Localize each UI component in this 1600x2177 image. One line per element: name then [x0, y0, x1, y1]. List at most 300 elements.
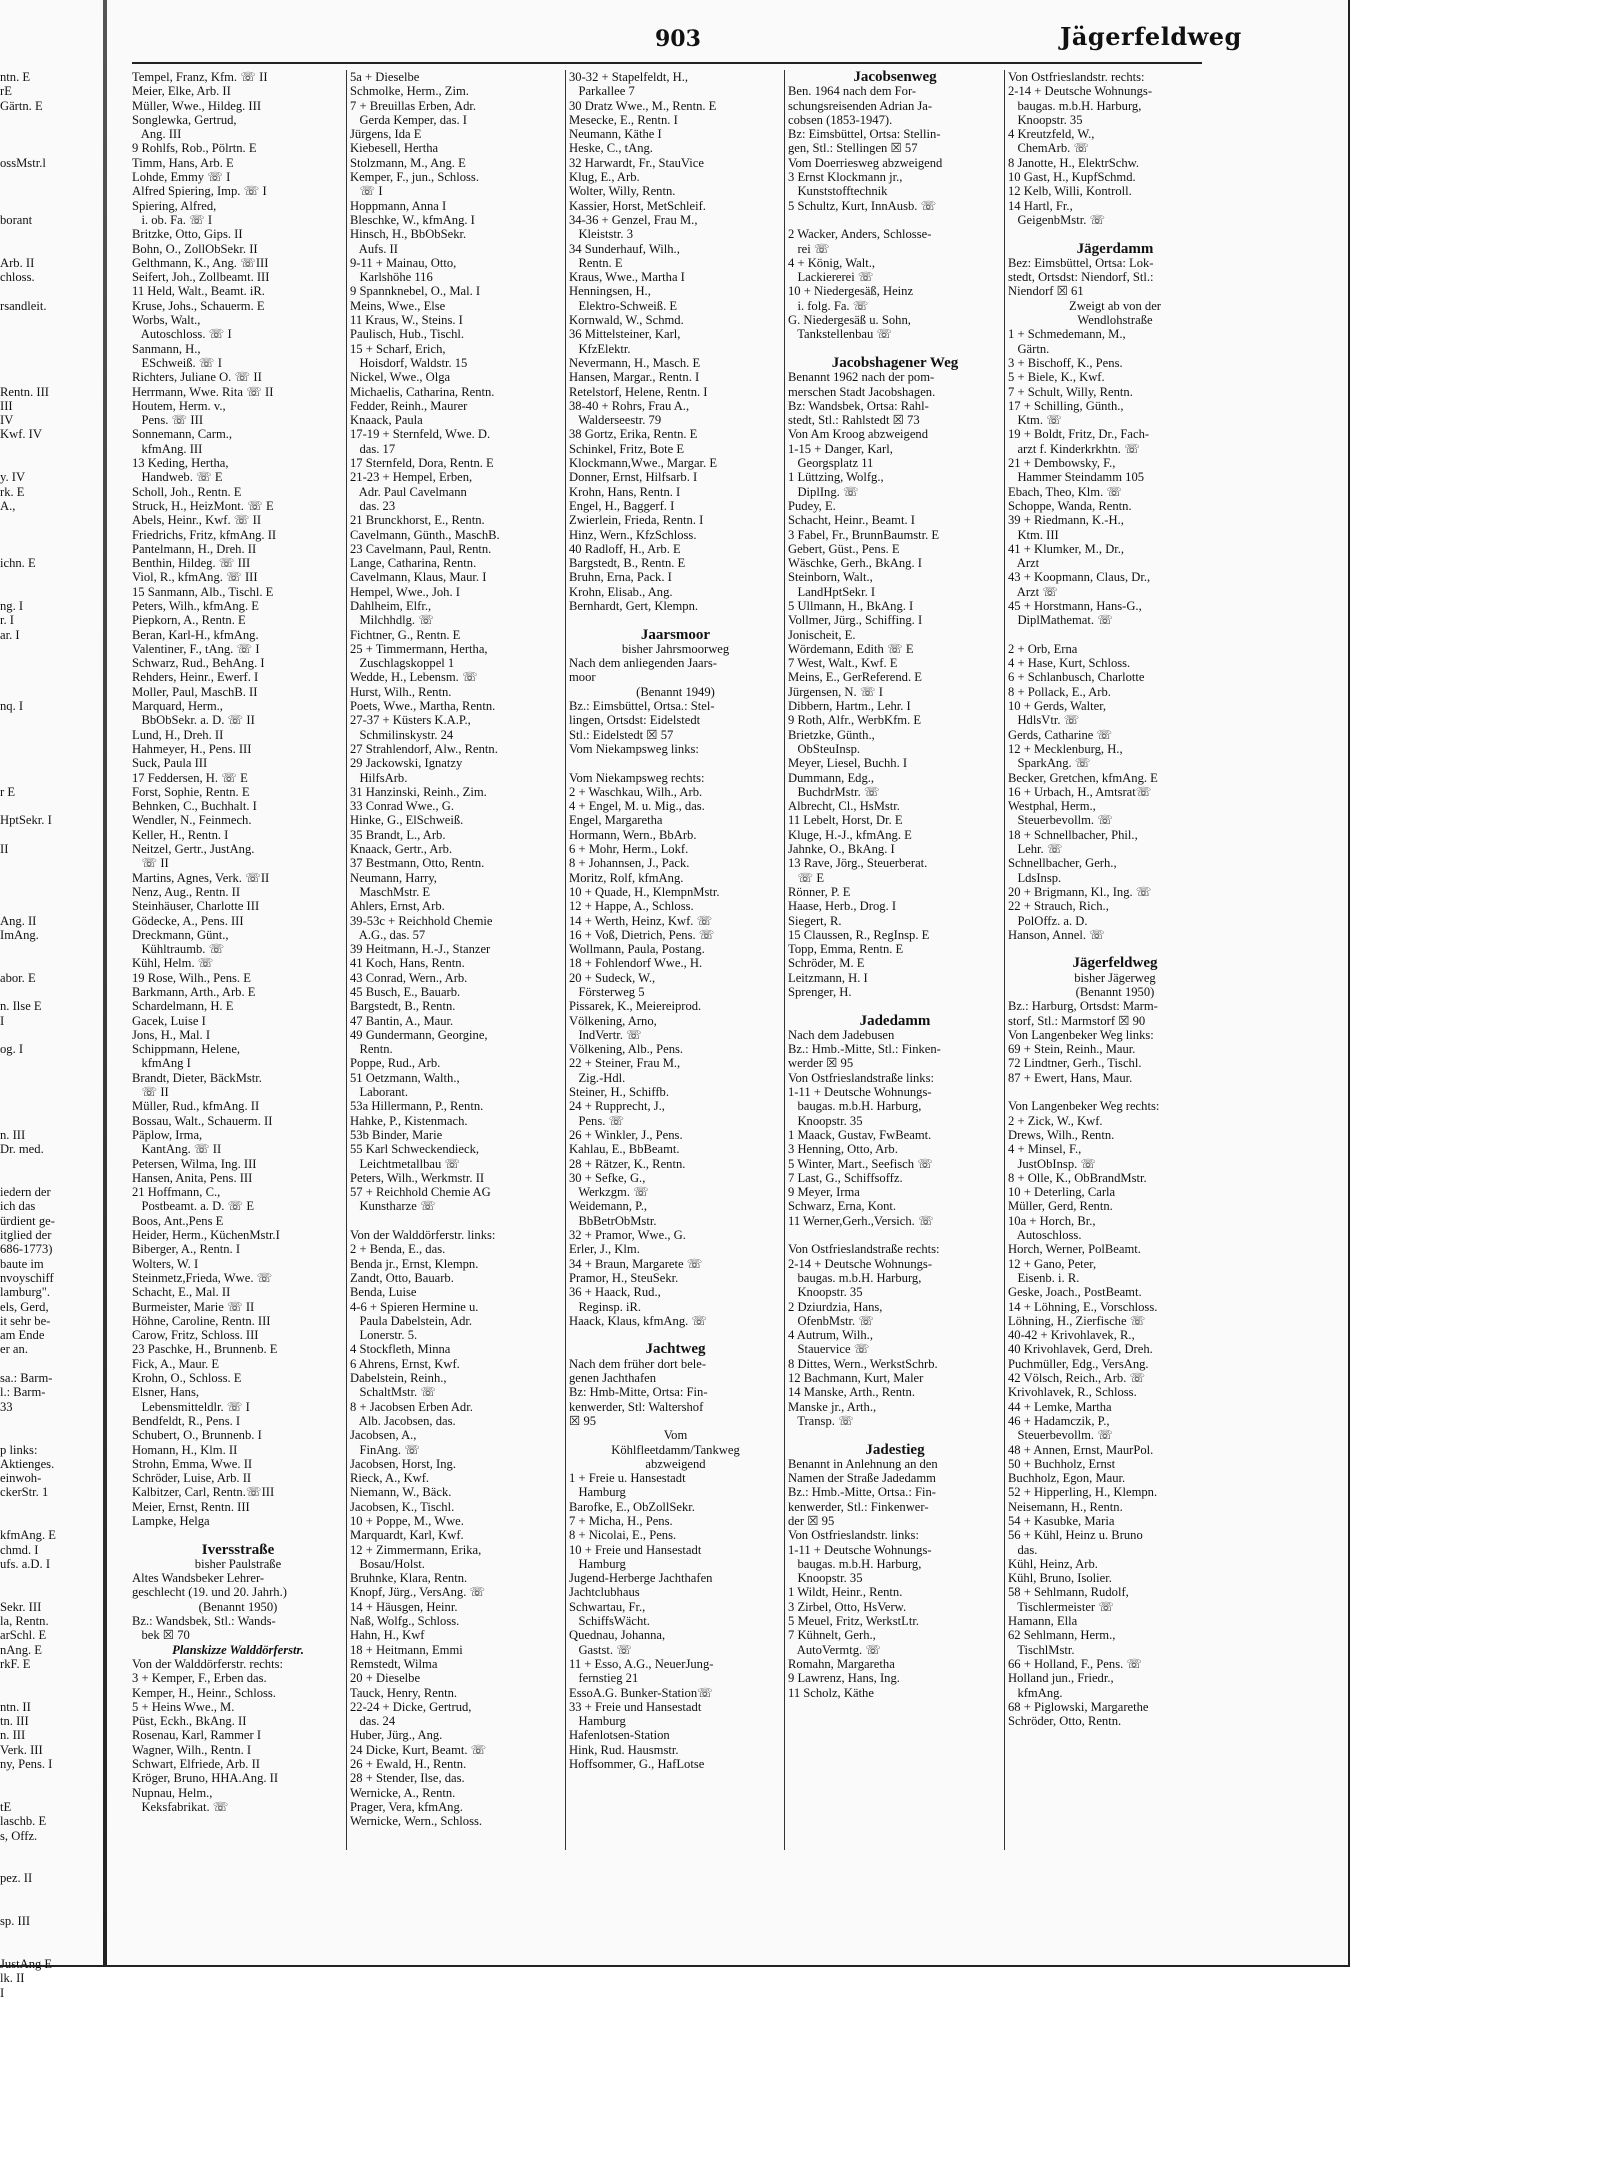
entry-line: Von Ostfrieslandstraße links: — [788, 1070, 934, 1085]
entry-line: els, Gerd, — [0, 1299, 49, 1314]
entry-line: Meyer, Liesel, Buchh. I — [788, 756, 908, 771]
entry-line: 14 Manske, Arth., Rentn. — [788, 1385, 915, 1400]
entry-line: Romahn, Margaretha — [788, 1656, 895, 1671]
entry-line: Arzt — [1008, 556, 1040, 571]
entry-line: 1-11 + Deutsche Wohnungs- — [788, 1085, 932, 1100]
entry-line: Bz: Hmb-Mitte, Ortsa: Fin- — [569, 1385, 708, 1400]
entry-line: Ktm. ☏ — [1008, 413, 1062, 428]
entry-line: Burmeister, Marie ☏ II — [132, 1299, 255, 1314]
entry-line — [0, 1857, 100, 1871]
entry-line: 4 Stockfleth, Minna — [350, 1342, 451, 1357]
entry-line: Planskizze Walddörferstr. — [172, 1642, 304, 1657]
entry-line — [0, 871, 100, 885]
entry-line: Hafenlotsen-Station — [569, 1728, 670, 1743]
entry-line: Von der Walddörferstr. rechts: — [132, 1656, 284, 1671]
entry-line: Neumann, Käthe I — [569, 127, 662, 142]
entry-line: 48 + Annen, Ernst, MaurPol. — [1008, 1442, 1154, 1457]
entry-line — [0, 1028, 100, 1042]
entry-line: 11 + Esso, A.G., NeuerJung- — [569, 1656, 714, 1671]
entry-line: Schröder, M. E — [788, 956, 865, 971]
entry-line: pez. II — [0, 1871, 33, 1886]
entry-line: Namen der Straße Jadedamm — [788, 1471, 936, 1486]
entry-line: rei ☏ — [788, 241, 830, 256]
entry-line: Elektro-Schweiß. E — [569, 298, 678, 313]
entry-line: 16 + Voß, Dietrich, Pens. ☏ — [569, 927, 715, 942]
entry-line: Pens. ☏ III — [132, 413, 204, 428]
entry-line: Spiering, Alfred, — [132, 198, 217, 213]
entry-line: 32 + Pramor, Wwe., G. — [569, 1228, 686, 1243]
entry-line: Benda, Luise — [350, 1285, 417, 1300]
entry-line: 7 + Breuillas Erben, Adr. — [350, 98, 477, 113]
entry-line: Hamburg — [569, 1485, 626, 1500]
entry-line: Bz.: Eimsbüttel, Ortsa.: Stel- — [569, 699, 715, 714]
entry-line: 12 + Gano, Peter, — [1008, 1256, 1097, 1271]
entry-line — [0, 713, 100, 727]
entry-line: Hamburg — [569, 1556, 626, 1571]
entry-line: KfzElektr. — [569, 341, 631, 356]
entry-line — [0, 899, 100, 913]
entry-line: arzt f. Kinderkrkhtn. ☏ — [1008, 441, 1140, 456]
column-3 — [569, 70, 782, 1850]
entry-line: SchiffsWächt. — [569, 1614, 650, 1629]
entry-line: Nickel, Wwe., Olga — [350, 370, 451, 385]
entry-line: 2-14 + Deutsche Wohnungs- — [788, 1256, 933, 1271]
entry-line: 23 Cavelmann, Paul, Rentn. — [350, 541, 492, 556]
entry-line: 2-14 + Deutsche Wohnungs- — [1008, 84, 1153, 99]
entry-line: Piepkorn, A., Rentn. E — [132, 613, 246, 628]
entry-line: 6 Ahrens, Ernst, Kwf. — [350, 1356, 460, 1371]
entry-line — [0, 1886, 100, 1900]
entry-line: SparkAng. ☏ — [1008, 756, 1091, 771]
entry-line: 14 Hartl, Fr., — [1008, 198, 1073, 213]
entry-line: Von Ostfrieslandstraße rechts: — [788, 1242, 940, 1257]
entry-line: Jacobsen, A., — [350, 1428, 417, 1443]
entry-line: 18 + Fohlendorf Wwe., H. — [569, 956, 703, 971]
entry-line: Meins, Wwe., Else — [350, 298, 446, 313]
entry-line: 17 + Schilling, Günth., — [1008, 398, 1124, 413]
entry-line: 29 Jackowski, Ignatzy — [350, 756, 463, 771]
entry-line: Rentn. E — [569, 255, 623, 270]
entry-line: 31 Hanzinski, Reinh., Zim. — [350, 784, 487, 799]
entry-line: er an. — [0, 1342, 28, 1357]
entry-line: Alb. Jacobsen, das. — [350, 1413, 456, 1428]
entry-line: 5 Ullmann, H., BkAng. I — [788, 598, 914, 613]
entry-line: baugas. m.b.H. Harburg, — [788, 1270, 922, 1285]
entry-line: Hamann, Ella — [1008, 1614, 1078, 1629]
entry-line: Knaack, Paula — [350, 413, 423, 428]
entry-line: 17-19 + Sternfeld, Wwe. D. — [350, 427, 491, 442]
entry-line: Vollmer, Jürg., Schiffing. I — [788, 613, 923, 628]
entry-line — [0, 141, 100, 155]
entry-line: Kiebesell, Hertha — [350, 141, 439, 156]
entry-line: Hahmeyer, H., Pens. III — [132, 741, 252, 756]
entry-line: Wernicke, Wern., Schloss. — [350, 1814, 483, 1829]
entry-line: 40-42 + Krivohlavek, R., — [1008, 1328, 1135, 1343]
entry-line: Neumann, Harry, — [350, 870, 437, 885]
entry-line — [0, 1114, 100, 1128]
entry-line: 1 Maack, Gustav, FwBeamt. — [788, 1127, 932, 1142]
entry-line: 15 Claussen, R., RegInsp. E — [788, 927, 930, 942]
entry-line: Bz.: Hmb.-Mitte, Ortsa.: Fin- — [788, 1485, 936, 1500]
entry-line: Jürgens, Ida E — [350, 127, 422, 142]
entry-line — [0, 1571, 100, 1585]
entry-line: Knoopstr. 35 — [788, 1571, 863, 1586]
entry-line: 5 Schultz, Kurt, InnAusb. ☏ — [788, 198, 937, 213]
entry-line: Jons, H., Mal. I — [132, 1027, 211, 1042]
entry-line: Georgsplatz 11 — [788, 456, 874, 471]
entry-line: Pens. ☏ — [569, 1113, 625, 1128]
entry-line: 8 + Jacobsen Erben Adr. — [350, 1399, 473, 1414]
entry-line: Stolzmann, M., Ang. E — [350, 155, 466, 170]
entry-line: Wagner, Wilh., Rentn. I — [132, 1742, 252, 1757]
entry-line: 27 Strahlendorf, Alw., Rentn. — [350, 741, 498, 756]
column-divider — [346, 70, 347, 1850]
entry-line — [569, 756, 782, 770]
entry-line — [0, 113, 100, 127]
entry-line: Zwierlein, Frieda, Rentn. I — [569, 513, 704, 528]
entry-line: ☏ II — [132, 856, 169, 871]
entry-line: 9 Meyer, Irma — [788, 1185, 860, 1200]
entry-line: 27-37 + Küsters K.A.P., — [350, 713, 471, 728]
entry-line: 2 + Orb, Erna — [1008, 641, 1078, 656]
entry-line: IV — [0, 413, 14, 428]
entry-line: Gastst. ☏ — [569, 1642, 632, 1657]
entry-line: 39-53c + Reichhold Chemie — [350, 913, 493, 928]
entry-line: Lampke, Helga — [132, 1513, 210, 1528]
entry-line: Kleiststr. 3 — [569, 227, 634, 242]
entry-line: 28 + Rätzer, K., Rentn. — [569, 1156, 686, 1171]
entry-line: Rieck, A., Kwf. — [350, 1471, 430, 1486]
entry-line: Dreckmann, Günt., — [132, 927, 229, 942]
entry-line: abor. E — [0, 970, 36, 985]
entry-line: Paula Dabelstein, Adr. — [350, 1313, 473, 1328]
entry-line: Bz: Eimsbüttel, Ortsa: Stellin- — [788, 127, 941, 142]
entry-line: 30 + Sefke, G., — [569, 1170, 646, 1185]
entry-line: ufs. a.D. I — [0, 1556, 51, 1571]
entry-line — [0, 1671, 100, 1685]
entry-line: Drews, Wilh., Rentn. — [1008, 1127, 1115, 1142]
entry-line: 5a + Dieselbe — [350, 70, 420, 84]
entry-line: kfmAng. — [1008, 1685, 1063, 1700]
entry-line: Gärtn. E — [0, 98, 43, 113]
entry-line: Topp, Emma, Rentn. E — [788, 942, 904, 957]
entry-line — [0, 585, 100, 599]
entry-line: Ang. II — [0, 913, 37, 928]
entry-line: Peters, Wilh., Werkmstr. II — [350, 1170, 485, 1185]
entry-line: Tempel, Franz, Kfm. ☏ II — [132, 70, 268, 84]
entry-line: Seifert, Joh., Zollbeamt. III — [132, 270, 270, 285]
entry-line: Laborant. — [350, 1085, 409, 1100]
entry-line — [0, 513, 100, 527]
entry-line: Mesecke, E., Rentn. I — [569, 112, 678, 127]
entry-line: 69 + Stein, Reinh., Maur. — [1008, 1042, 1136, 1057]
entry-line: am Ende — [0, 1328, 45, 1343]
entry-line: iedern der — [0, 1185, 51, 1200]
entry-line: Försterweg 5 — [569, 985, 645, 999]
entry-line: 11 Held, Walt., Beamt. iR. — [132, 284, 265, 299]
entry-line: Hink, Rud. Hausmstr. — [569, 1742, 679, 1757]
entry-line: Päplow, Irma, — [132, 1127, 203, 1142]
entry-line: Dabelstein, Reinh., — [350, 1371, 447, 1386]
entry-line: Stauervice ☏ — [788, 1342, 870, 1357]
entry-line: 50 + Buchholz, Ernst — [1008, 1456, 1116, 1471]
entry-line: i. folg. Fa. ☏ — [788, 298, 869, 313]
entry-line: it sehr be- — [0, 1313, 51, 1328]
entry-line: Benthin, Hildeg. ☏ III — [132, 556, 251, 571]
entry-line: 2 Wacker, Anders, Schlosse- — [788, 227, 932, 242]
entry-line: 1 + Freie u. Hansestadt — [569, 1471, 686, 1486]
entry-line: Hahke, P., Kistenmach. — [350, 1113, 468, 1128]
entry-line: Lehr. ☏ — [1008, 842, 1063, 857]
entry-line: Prager, Vera, kfmAng. — [350, 1799, 463, 1814]
entry-line: Steinhäuser, Charlotte III — [132, 899, 260, 914]
entry-line: 9 Spannknebel, O., Mal. I — [350, 284, 481, 299]
entry-line: Nach dem früher dort bele- — [569, 1356, 707, 1371]
entry-line — [0, 1843, 100, 1857]
entry-line: Völkening, Alb., Pens. — [569, 1042, 684, 1057]
entry-line: Petersen, Wilma, Ing. III — [132, 1156, 257, 1171]
entry-line: Rentn. III — [0, 384, 49, 399]
entry-line: Bargstedt, B., Rentn. — [350, 999, 456, 1014]
entry-line: 4 + Minsel, F., — [1008, 1142, 1082, 1157]
entry-line: Kassier, Horst, MetSchleif. — [569, 198, 706, 213]
entry-line — [569, 1328, 782, 1342]
entry-line — [0, 728, 100, 742]
entry-line: 6 + Mohr, Herm., Lokf. — [569, 842, 689, 857]
entry-line: 56 + Kühl, Heinz u. Bruno — [1008, 1528, 1143, 1543]
entry-line: Gebert, Güst., Pens. E — [788, 541, 900, 556]
entry-line: Schnellbacher, Gerh., — [1008, 856, 1117, 871]
entry-line: 22 + Steiner, Frau M., — [569, 1056, 681, 1071]
entry-line: Kluge, H.-J., kfmAng. E — [788, 827, 912, 842]
entry-line: Erler, J., Klm. — [569, 1242, 640, 1257]
entry-line: Knoopstr. 35 — [788, 1113, 863, 1128]
entry-line: Haase, Herb., Drog. I — [788, 899, 897, 914]
entry-line: 5 + Heins Wwe., M. — [132, 1699, 235, 1714]
entry-line: 68 + Piglowski, Margarethe — [1008, 1699, 1149, 1714]
entry-line: Hansen, Margar., Rentn. I — [569, 370, 700, 385]
entry-line: EssoA.G. Bunker-Station☏ — [569, 1685, 713, 1700]
entry-line — [0, 642, 100, 656]
entry-line: Struck, H., HeizMont. ☏ E — [132, 498, 274, 513]
entry-line: Dibbern, Hartm., Lehr. I — [788, 699, 911, 714]
entry-line: Schoppe, Wanda, Rentn. — [1008, 498, 1132, 513]
entry-line: BuchdrMstr. ☏ — [788, 784, 880, 799]
entry-line: Huber, Jürg., Ang. — [350, 1728, 443, 1743]
entry-line: 11 Kraus, W., Steins. I — [350, 313, 463, 328]
entry-line: Von Am Kroog abzweigend — [788, 427, 929, 442]
entry-line: HptSekr. I — [0, 813, 52, 828]
entry-line: stedt, Stl.: Rahlstedt ☒ 73 — [788, 413, 920, 428]
entry-line: BbBetrObMstr. — [569, 1213, 657, 1228]
entry-line: ☒ 95 — [569, 1413, 597, 1428]
entry-line: Sanmann, H., — [132, 341, 201, 356]
entry-line: 9-11 + Mainau, Otto, — [350, 255, 457, 270]
entry-line: Handweb. ☏ E — [132, 470, 223, 485]
entry-line: 1 + Schmedemann, M., — [1008, 327, 1126, 342]
entry-line: Wendler, N., Feinmech. — [132, 813, 252, 828]
entry-line: Cavelmann, Günth., MaschB. — [350, 527, 500, 542]
entry-line: Herrmann, Wwe. Rita ☏ II — [132, 384, 274, 399]
entry-line — [0, 456, 100, 470]
entry-line: Holland jun., Friedr., — [1008, 1671, 1114, 1686]
entry-line: 7 + Micha, H., Pens. — [569, 1513, 673, 1528]
entry-line: Steinborn, Walt., — [788, 570, 873, 585]
entry-line — [788, 999, 1002, 1013]
entry-line: ObSteuInsp. — [788, 741, 861, 756]
entry-line — [0, 356, 100, 370]
entry-line: nq. I — [0, 699, 24, 714]
entry-line — [0, 956, 100, 970]
entry-line: LdsInsp. — [1008, 870, 1062, 885]
entry-line: Lonerstr. 5. — [350, 1328, 418, 1343]
entry-line — [0, 1686, 100, 1700]
entry-line: baugas. m.b.H. Harburg, — [788, 1099, 922, 1114]
entry-line — [0, 170, 100, 184]
entry-line: Zweigt ab von der — [1069, 298, 1161, 313]
entry-line: IndVertr. ☏ — [569, 1027, 642, 1042]
column-2 — [350, 70, 562, 1850]
entry-line: Keksfabrikat. ☏ — [132, 1799, 229, 1814]
entry-line: Fick, A., Maur. E — [132, 1356, 220, 1371]
entry-line: 19 Rose, Wilh., Pens. E — [132, 970, 251, 985]
entry-line: Knoopstr. 35 — [788, 1285, 863, 1300]
entry-line — [0, 828, 100, 842]
entry-line: Poets, Wwe., Martha, Rentn. — [350, 699, 496, 714]
entry-line: Behnken, C., Buchhalt. I — [132, 799, 257, 814]
entry-line: nvoyschiff — [0, 1270, 54, 1285]
entry-line: ckerStr. 1 — [0, 1485, 49, 1500]
entry-line — [0, 1157, 100, 1171]
street-title: Jachtweg — [645, 1341, 706, 1358]
entry-line: Hammer Steindamm 105 — [1008, 470, 1145, 485]
entry-line: Dummann, Edg., — [788, 770, 875, 785]
entry-line: Jacobsen, K., Tischl. — [350, 1499, 455, 1514]
entry-line: HilfsArb. — [350, 770, 408, 785]
entry-line: Müller, Gerd, Rentn. — [1008, 1199, 1113, 1214]
entry-line: Wolter, Willy, Rentn. — [569, 184, 676, 199]
entry-line: ImAng. — [0, 927, 39, 942]
entry-line — [0, 856, 100, 870]
entry-line: 4 + König, Walt., — [788, 255, 876, 270]
entry-line: 10 + Deterling, Carla — [1008, 1185, 1116, 1200]
entry-line: Kahlau, E., BbBeamt. — [569, 1142, 680, 1157]
entry-line: kfmAng. E — [0, 1528, 56, 1543]
entry-line: Moller, Paul, MaschB. II — [132, 684, 258, 699]
entry-line: 4-6 + Spieren Hermine u. — [350, 1299, 479, 1314]
entry-line: Rosenau, Karl, Rammer I — [132, 1728, 262, 1743]
entry-line: Kornwald, W., Schmd. — [569, 313, 684, 328]
entry-line: Friedrichs, Fritz, kfmAng. II — [132, 527, 277, 542]
entry-line: 3 + Kemper, F., Erben das. — [132, 1671, 267, 1686]
entry-line: 9 Roth, Alfr., WerbKfm. E — [788, 713, 922, 728]
entry-line: 33 Conrad Wwe., G. — [350, 799, 454, 814]
entry-line — [0, 570, 100, 584]
entry-line: Bz.: Wandsbek, Stl.: Wands- — [132, 1614, 276, 1629]
entry-line: Houtem, Herm. v., — [132, 398, 226, 413]
entry-line: 42 Völsch, Reich., Arb. ☏ — [1008, 1371, 1146, 1386]
entry-line: 28 + Stender, Ilse, das. — [350, 1771, 465, 1786]
entry-line: sp. III — [0, 1914, 31, 1929]
entry-line: 32 Harwardt, Fr., StauVice — [569, 155, 704, 170]
entry-line: Ebach, Theo, Klm. ☏ — [1008, 484, 1123, 499]
entry-line: Tauck, Henry, Rentn. — [350, 1685, 458, 1700]
entry-line: nAng. E — [0, 1642, 42, 1657]
entry-line: Kemper, H., Heinr., Schloss. — [132, 1685, 276, 1700]
entry-line — [0, 127, 100, 141]
entry-line: 10 + Poppe, M., Wwe. — [350, 1513, 464, 1528]
entry-line: Schröder, Luise, Arb. II — [132, 1471, 252, 1486]
entry-line: Steuerbevollm. ☏ — [1008, 813, 1113, 828]
entry-line: arSchl. E — [0, 1628, 47, 1643]
entry-line: 3 + Bischoff, K., Pens. — [1008, 355, 1123, 370]
entry-line: Niemann, W., Bäck. — [350, 1485, 452, 1500]
entry-line — [0, 342, 100, 356]
entry-line: 8 Janotte, H., ElektrSchw. — [1008, 155, 1140, 170]
entry-line: 13 Rave, Jörg., Steuerberat. — [788, 856, 928, 871]
entry-line: Wolters, W. I — [132, 1256, 199, 1271]
entry-line: p links: — [0, 1442, 38, 1457]
entry-line — [1008, 628, 1222, 642]
entry-line: s, Offz. — [0, 1828, 38, 1843]
entry-line: Vom Niekampsweg rechts: — [569, 770, 705, 785]
entry-line: Boos, Ant.,Pens E — [132, 1213, 224, 1228]
entry-line: Jacobsen, Horst, Ing. — [350, 1456, 456, 1471]
entry-line: Siegert, R. — [788, 913, 842, 928]
entry-line: Timm, Hans, Arb. E — [132, 155, 234, 170]
entry-line — [0, 1085, 100, 1099]
entry-line: 1-15 + Danger, Karl, — [788, 441, 893, 456]
entry-line: werder ☒ 95 — [788, 1056, 854, 1071]
entry-line: Zig.-Hdl. — [569, 1070, 626, 1085]
entry-line: (Benannt 1949) — [636, 684, 715, 699]
entry-line: JustObInsp. ☏ — [1008, 1156, 1097, 1171]
running-head-street: Jägerfeldweg — [1060, 22, 1242, 51]
entry-line: 18 + Schnellbacher, Phil., — [1008, 827, 1138, 842]
entry-line: Bernhardt, Gert, Klempn. — [569, 598, 699, 613]
entry-line: Vom — [663, 1428, 688, 1443]
entry-line: Geske, Joach., PostBeamt. — [1008, 1285, 1142, 1300]
entry-line: ChemArb. ☏ — [1008, 141, 1090, 156]
entry-line: Henningsen, H., — [569, 284, 651, 299]
entry-line: Klockmann,Wwe., Margar. E — [569, 456, 718, 471]
entry-line: Songlewka, Gertrud, — [132, 112, 237, 127]
entry-line: Nenz, Aug., Rentn. II — [132, 884, 241, 899]
entry-line: bisher Jahrsmoorweg — [621, 641, 730, 656]
entry-line: 26 + Winkler, J., Pens. — [569, 1127, 683, 1142]
entry-line: Aufs. II — [350, 241, 398, 256]
entry-line: Kühl, Bruno, Isolier. — [1008, 1571, 1112, 1586]
entry-line: Viol, R., kfmAng. ☏ III — [132, 570, 258, 585]
entry-line: Schacht, E., Mal. II — [132, 1285, 231, 1300]
entry-line: das. 17 — [350, 441, 396, 456]
entry-line — [0, 1357, 100, 1371]
column-cut-off — [0, 70, 100, 2000]
entry-line: Brietzke, Günth., — [788, 727, 875, 742]
entry-line: Pramor, H., SteuSekr. — [569, 1270, 679, 1285]
entry-line: Marquardt, Karl, Kwf. — [350, 1528, 464, 1543]
entry-line: Zandt, Otto, Bauarb. — [350, 1270, 454, 1285]
entry-line: 53b Binder, Marie — [350, 1127, 443, 1142]
entry-line: 34-36 + Genzel, Frau M., — [569, 212, 698, 227]
entry-line: 34 + Braun, Margarete ☏ — [569, 1256, 703, 1271]
entry-line: Dr. med. — [0, 1142, 44, 1157]
entry-line: Ben. 1964 nach dem For- — [788, 84, 917, 99]
entry-line: Peters, Wilh., kfmAng. E — [132, 598, 259, 613]
entry-line: 4 Autrum, Wilh., — [788, 1328, 873, 1343]
entry-line: 44 + Lemke, Martha — [1008, 1399, 1112, 1414]
entry-line — [0, 685, 100, 699]
